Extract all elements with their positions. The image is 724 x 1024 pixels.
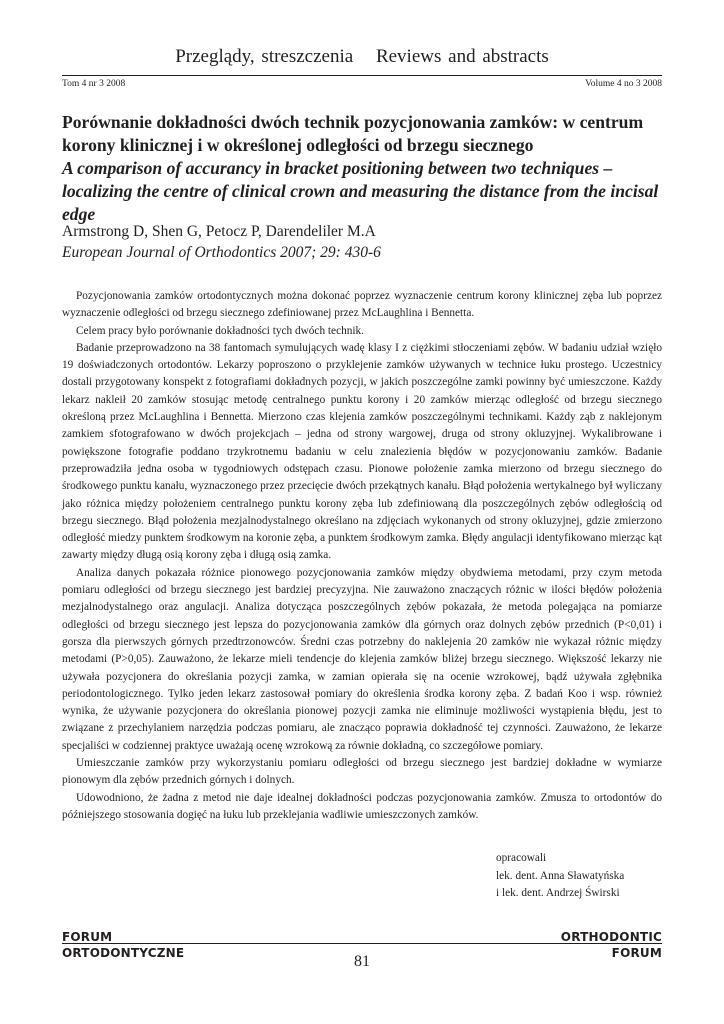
signature-block [496,850,624,903]
footer-brand-left-top: FORUM [62,930,113,944]
section-title-en: Reviews and abstracts [375,46,549,67]
signature-line: opracowali [496,852,547,864]
paragraph: Badanie przeprowadzono na 38 fantomach symulujących wadę klasy I z ciężkimi stłoczeniami zębów. W badaniu udział wzięło 19 doświadczonych ortodontów. Lekarzy poproszono o przyklejenie zamków używanych w technice łuku prostego. Uczestnicy dostali przygotowany konspekt z fotografiami dokładnych pozycji, w jakich poszczególne zamki powinny być umieszczone. Każdy lekarz nakleił 20 zamków stosując metodę centralnego punktu korony i 20 zamków mierząc odległość od brzegu siecznego określoną przez McLaughlina i Bennetta. Mierzono czas klejenia zamków poszczególnymi technikami. Każdy ząb z naklejonym zamkiem sfotografowano w dwóch projekcjach – jedna od strony wargowej, druga od strony okluzyjnej. Wykalibrowane i powiększone fotografie poddano trzykrotnemu badaniu w celu znalezienia błędów w pozycjonowaniu zamków. Badanie przeprowadziła jedna osoba w tygodniowych odstępach czasu. Pionowe położenie zamka mierzono od brzegu siecznego do środkowego punktu kanału, wyznaczonego przez przecięcie dwóch przekątnych kanału. Błąd położenia wertykalnego był wyliczany jako różnica między położeniem centralnego punktu korony zęba lub zdefiniowaną dla poszczególnych zębów odległością od brzegu siecznego. Błąd położenia mezjalnodystalnego określano na zdjęciach wykonanych od strony okluzyjnej, gdzie zmierzono odległość miedzy punktem środkowym na koronie zęba, a punktem środkowym zamka. Błędy angulacji identyfikowano mierząc kąt zawarty między długą osią korony zęba i długą osią zamka. [62,341,662,562]
signature-line: i lek. dent. Andrzej Świrski [496,887,620,899]
article-body [62,288,662,824]
footer-brand-right-top: ORTHODONTIC [560,930,662,944]
article-title-pl: Porównanie dokładności dwóch technik pozycjonowania zamków: w centrum korony klinicznej i w określonej odległości od brzegu siecznego [62,112,644,155]
header-rule [62,75,662,76]
footer-brand-right-bottom: FORUM [611,946,662,960]
signature-line: lek. dent. Anna Sławatyńska [496,869,625,882]
paragraph: Celem pracy było porównanie dokładności tych dwóch technik. [76,324,364,337]
article-authors: Armstrong D, Shen G, Petocz P, Darendeliler M.A [62,223,376,240]
paragraph: Udowodniono, że żadna z metod nie daje idealnej dokładności podczas pozycjonowania zamków. Zmusza to ortodontów do późniejszego stosowania dogięć na łuku lub przeklejania wadliwie umieszczonych zamków. [62,791,662,821]
article-title-en: A comparison of accurancy in bracket positioning between two techniques – localizing the centre of clinical crown and measuring the distance from the incisal edge [62,158,659,224]
footer-brand-left-bottom: ORTODONTYCZNE [62,946,185,960]
volume-pl: Tom 4 nr 3 2008 [62,79,126,89]
paragraph: Analiza danych pokazała różnice pionowego pozycjonowania zamków między obydwiema metodami, przy czym metoda pomiaru odległości od brzegu siecznego jest bardziej precyzyjna. Nie zauważono znaczących różnic w ilości błędów położenia mezjalnodystalnego oraz angulacji. Analiza dotycząca poszczególnych zębów pokazała, że metoda polegająca na pomiarze odległości od brzegu siecznego jest lepsza do pozycjonowania zamków dla górnych oraz dolnych zębów przednich (P<0,01) i gorsza dla pierwszych górnych przedtrzonowców. Średni czas potrzebny do naklejenia 20 zamków nie wykazał różnic między metodami (P>0,05). Zauważono, że lekarze mieli tendencje do klejenia zamków bliżej brzegu siecznego. Większość lekarzy nie używała pozycjonera do określania pozycji zamka, w zamian opierała się na ocenie wzrokowej, bądź używała zgłębnika periodontologicznego. Tylko jeden lekarz zastosował pomiary do określenia środka korony zęba. Z badań Koo i wsp. również wynika, że używanie pozycjonera do określania pionowej pozycji zamka nie eliminuje możliwości wystąpienia błędu, jest to związane z przechylaniem narzędzia podczas pomiaru, ale znacząco poprawia dokładność tej czynności. Zauważono, że lekarze specjaliści w codziennej praktyce uważają ocenę wzrokową za równie dokładną, co szczegółowe pomiary. [62,566,662,752]
paragraph: Pozycjonowania zamków ortodontycznych można dokonać poprzez wyznaczenie centrum korony klinicznej zęba lub poprzez wyznaczenie odległości od brzegu siecznego zdefiniowanej przez McLaughlina i Bennetta. [62,290,662,320]
section-title-pl: Przeglądy, streszczenia [175,46,354,67]
paragraph: Umieszczanie zamków przy wykorzystaniu pomiaru odległości od brzegu siecznego jest bardziej dokładne w wymiarze pionowym dla zębów przednich górnych i dolnych. [62,757,662,787]
journal-citation: European Journal of Orthodontics 2007; 29: 430-6 [62,244,381,261]
volume-en: Volume 4 no 3 2008 [585,79,662,89]
page-number: 81 [354,953,370,970]
section-header [0,46,724,68]
